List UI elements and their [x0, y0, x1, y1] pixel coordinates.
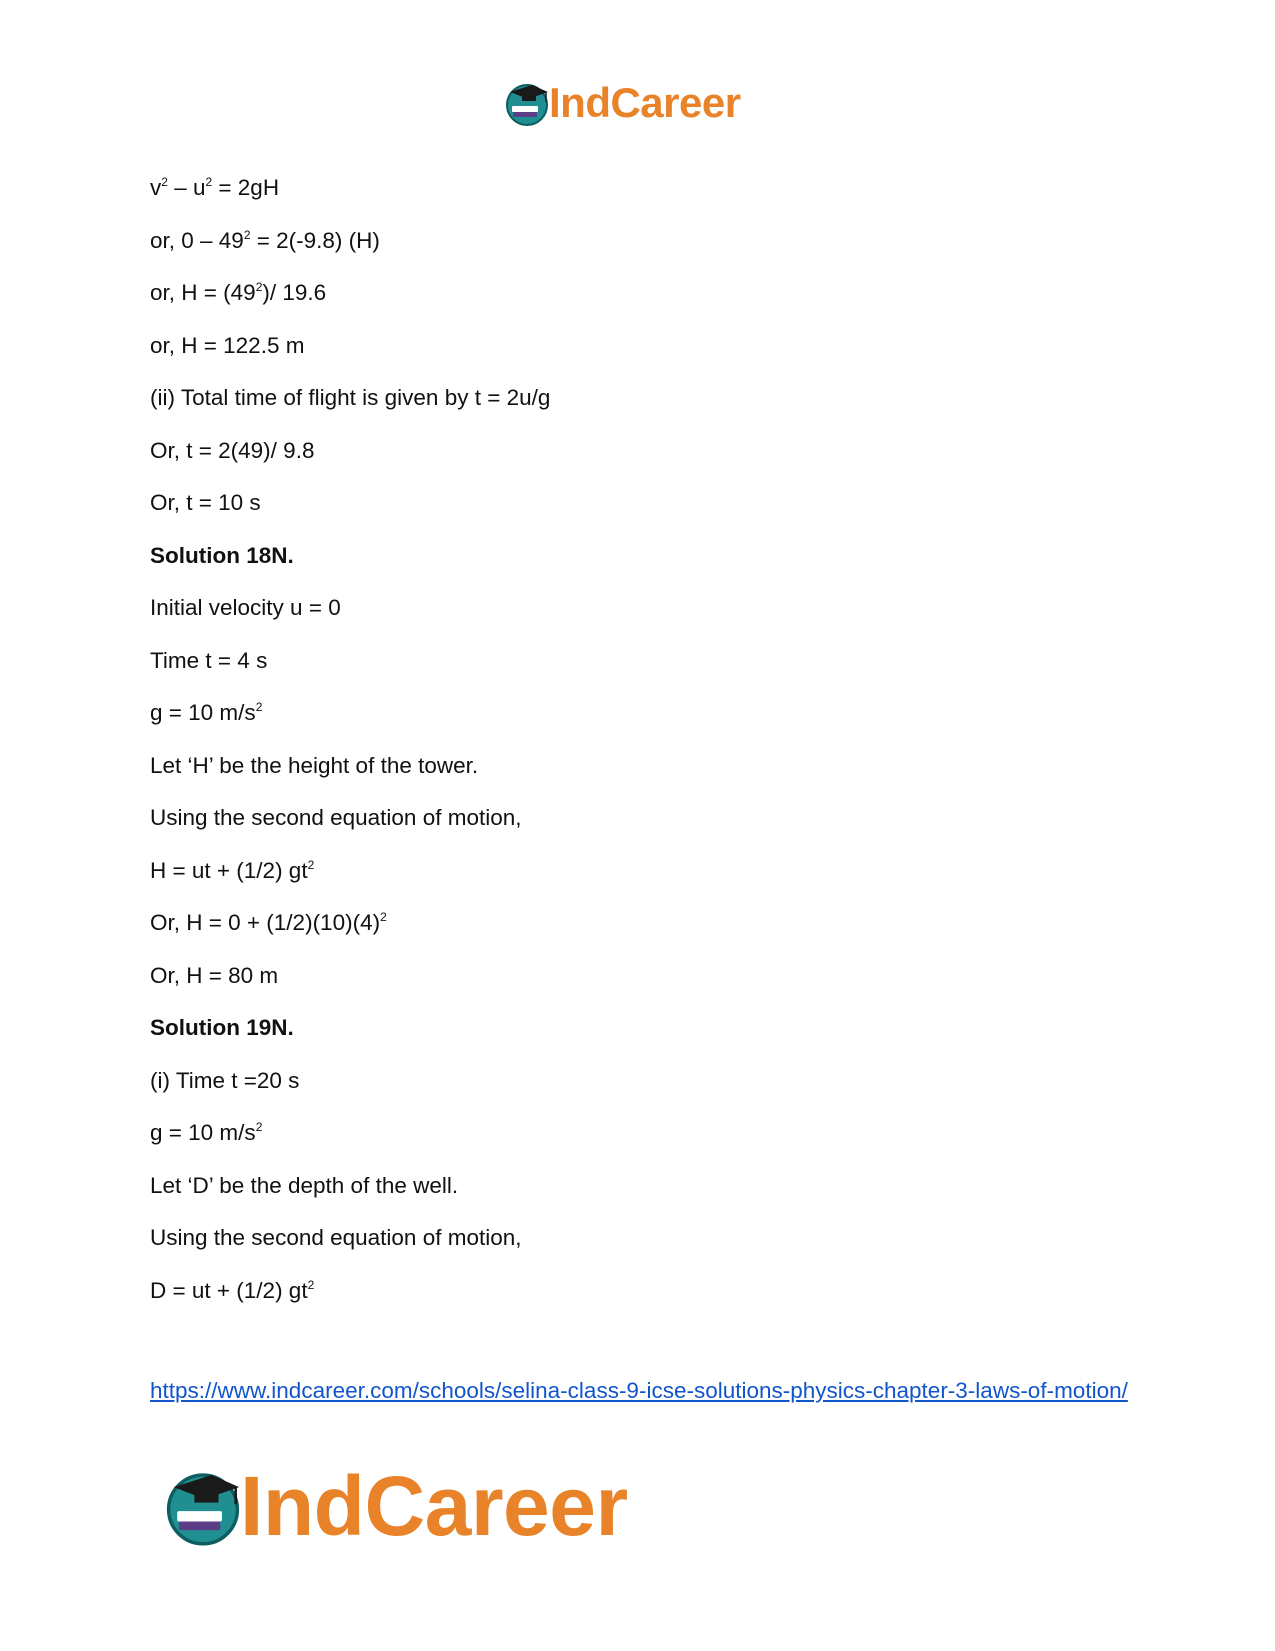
- text-line: [150, 227, 380, 255]
- text-segment: Time t = 4 s: [150, 647, 268, 673]
- text-segment: Solution 19N.: [150, 1015, 294, 1040]
- superscript: 2: [243, 227, 251, 242]
- text-line: [150, 1067, 299, 1095]
- brand-name: IndCareer: [549, 79, 741, 126]
- text-segment: Solution 18N.: [150, 542, 294, 568]
- text-segment: g = 10 m/s: [150, 1120, 256, 1145]
- text-segment: g = 10 m/s: [150, 700, 256, 725]
- text-line: [150, 489, 261, 517]
- text-segment: Using the second equation of motion,: [150, 1225, 522, 1250]
- text-segment: D = ut + (1/2) gt: [150, 1277, 308, 1303]
- text-segment: or, H = 122.5 m: [150, 332, 305, 358]
- text-segment: Or, H = 80 m: [150, 962, 279, 988]
- text-line: [150, 174, 279, 202]
- text-line: [150, 1277, 314, 1305]
- superscript: 2: [255, 700, 263, 714]
- text-segment: – u: [167, 175, 206, 200]
- text-line: [150, 437, 314, 465]
- text-segment: (ii) Total time of flight is given by t = 2u/g: [150, 385, 551, 410]
- text-segment: or, H = (49: [150, 280, 256, 305]
- text-segment: Let ‘D’ be the depth of the well.: [150, 1172, 459, 1198]
- text-line: [150, 962, 278, 990]
- text-segment: or, 0 – 49: [150, 227, 244, 253]
- text-line: [150, 1224, 522, 1252]
- text-line: [150, 752, 478, 780]
- graduation-cap-icon: [502, 78, 552, 128]
- text-line: [150, 332, 304, 360]
- superscript: 2: [255, 1120, 263, 1134]
- superscript: 2: [161, 175, 168, 189]
- superscript: 2: [307, 857, 315, 872]
- text-segment: Initial velocity u = 0: [150, 595, 341, 620]
- footer-logo: [160, 1459, 628, 1553]
- text-line: [150, 909, 387, 937]
- text-line: [150, 699, 262, 727]
- text-segment: (i) Time t =20 s: [150, 1067, 300, 1093]
- text-segment: = 2(-9.8) (H): [250, 227, 380, 253]
- section-heading: [150, 542, 294, 570]
- text-segment: v: [150, 175, 162, 200]
- text-segment: Or, t = 10 s: [150, 490, 261, 515]
- header-logo: [502, 78, 741, 128]
- graduation-cap-icon: [160, 1463, 246, 1549]
- text-line: [150, 1172, 458, 1200]
- text-line: [150, 804, 522, 832]
- text-segment: )/ 19.6: [262, 280, 327, 305]
- text-segment: Or, t = 2(49)/ 9.8: [150, 437, 315, 463]
- text-segment: Or, H = 0 + (1/2)(10)(4): [150, 910, 381, 935]
- text-line: [150, 647, 267, 675]
- superscript: 2: [380, 910, 387, 924]
- brand-name: IndCareer: [240, 1459, 628, 1553]
- text-line: [150, 279, 326, 307]
- text-segment: = 2gH: [212, 175, 280, 200]
- source-link[interactable]: https://www.indcareer.com/schools/selina-class-9-icse-solutions-physics-chapter-3-laws-of-motion/: [150, 1378, 1128, 1403]
- superscript: 2: [307, 1277, 315, 1292]
- section-heading: [150, 1014, 294, 1042]
- text-line: [150, 1119, 262, 1147]
- text-line: [150, 857, 314, 885]
- text-line: [150, 384, 550, 412]
- text-segment: Let ‘H’ be the height of the tower.: [150, 752, 479, 778]
- text-segment: Using the second equation of motion,: [150, 805, 522, 830]
- superscript: 2: [255, 280, 263, 294]
- text-segment: H = ut + (1/2) gt: [150, 857, 308, 883]
- text-line: [150, 594, 341, 622]
- superscript: 2: [205, 175, 213, 189]
